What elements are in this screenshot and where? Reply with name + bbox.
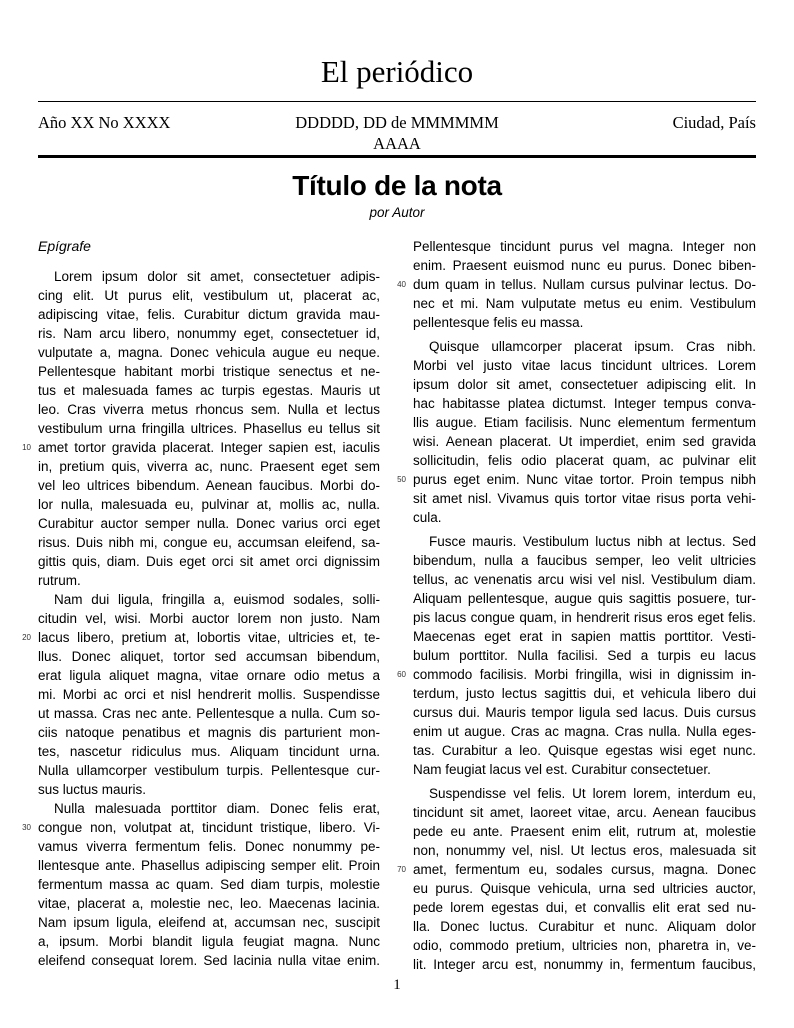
text-line: a, ipsum. Morbi blandit ligula feugiat magna. Nunc bbox=[38, 934, 380, 949]
article-byline: por Autor bbox=[369, 205, 425, 220]
text-line: 40 dum quam in tellus. Nullam cursus pulvinar lectus. Do- bbox=[413, 275, 756, 294]
text-line: tincidunt sit amet, laoreet vitae, arcu. Aenean faucibus bbox=[413, 805, 756, 820]
text-line: vulputate a, magna. Donec vehicula augue eu neque. bbox=[38, 345, 380, 360]
text-line: tas. Curabitur a leo. Quisque egestas wisi eget nunc. bbox=[413, 743, 756, 758]
page-number: 1 bbox=[393, 977, 401, 993]
text-line: vamus viverra fermentum felis. Donec nonummy pe- bbox=[38, 839, 380, 854]
column-left-lines bbox=[22, 267, 380, 970]
text-line: cing elit. Ut purus elit, vestibulum ut, placerat ac, bbox=[38, 288, 380, 303]
text-line: gittis quis, diam. Duis eget orci sit amet orci dignissim bbox=[38, 554, 380, 569]
text-line: bulum porttitor. Nulla facilisi. Sed a turpis eu lacus bbox=[413, 648, 756, 663]
text-line: 30 congue non, volutpat at, tincidunt tristique, libero. Vi- bbox=[38, 818, 380, 837]
text-line: vel leo ultrices bibendum. Aenean faucibus. Morbi do- bbox=[38, 478, 380, 493]
text-line: leo. Cras viverra metus rhoncus sem. Nulla et lectus bbox=[38, 402, 380, 417]
masthead-rule-bottom bbox=[38, 155, 756, 158]
text-line: eleifend consequat lorem. Sed lacinia nulla vitae enim. bbox=[38, 953, 380, 968]
text-line: Pellentesque habitant morbi tristique senectus et ne- bbox=[38, 364, 380, 379]
text-line: Nulla ullamcorper vestibulum turpis. Pellentesque cur- bbox=[38, 763, 380, 778]
text-line: pede eu ante. Praesent enim elit, rutrum at, molestie bbox=[413, 824, 756, 839]
text-line: Curabitur auctor semper nulla. Donec varius orci eget bbox=[38, 516, 380, 531]
text-line: Nulla malesuada porttitor diam. Donec felis erat, bbox=[54, 801, 380, 816]
text-line: terdum, justo lectus sagittis dui, et vehicula libero dui bbox=[413, 686, 756, 701]
line-number: 10 bbox=[22, 443, 31, 452]
article-title: Título de la nota bbox=[292, 170, 502, 201]
masthead-info-row bbox=[38, 112, 756, 154]
text-line: 50 purus eget enim. Nunc vitae tortor. Proin tempus nibh bbox=[413, 470, 756, 489]
text-line: llentesque ante. Phasellus adipiscing semper elit. Proin bbox=[38, 858, 380, 873]
text-line: rutrum. bbox=[38, 573, 81, 588]
text-line: erat ligula aliquet magna, vitae ornare odio metus a bbox=[38, 668, 380, 683]
text-line: eu purus. Quisque vehicula, urna sed ultricies auctor, bbox=[413, 881, 756, 896]
text-line: nec et mi. Nam vulputate metus eu enim. Vestibulum bbox=[413, 296, 756, 311]
text-line: lla. Donec luctus. Curabitur et nunc. Aliquam dolor bbox=[413, 919, 756, 934]
text-line: odio, commodo pretium, ultricies non, pharetra in, ve- bbox=[413, 938, 756, 953]
line-number: 20 bbox=[22, 633, 31, 642]
article-body bbox=[22, 237, 756, 974]
text-line: ipsum dolor sit amet, consectetuer adipiscing elit. In bbox=[413, 377, 756, 392]
text-line: Morbi vel justo vitae lacus tincidunt ultrices. Lorem bbox=[413, 358, 756, 373]
edition-label: Año XX No XXXX bbox=[38, 113, 171, 132]
text-line: Lorem ipsum dolor sit amet, consectetuer adipis- bbox=[54, 269, 380, 284]
newspaper-title: El periódico bbox=[320, 54, 474, 89]
text-line: tellus, ac venenatis arcu wisi vel nisl. Vestibulum diam. bbox=[413, 572, 756, 587]
text-line: Quisque ullamcorper placerat ipsum. Cras nibh. bbox=[429, 339, 756, 354]
text-line: vitae, placerat a, molestie nec, leo. Maecenas lacinia. bbox=[38, 896, 380, 911]
text-line: fermentum massa ac quam. Sed diam turpis, molestie bbox=[38, 877, 380, 892]
text-line: 60 commodo facilisis. Morbi fringilla, wisi in dignissim in- bbox=[413, 665, 756, 684]
text-line: Nam dui ligula, fringilla a, euismod sodales, solli- bbox=[54, 592, 380, 607]
text-line: non, nonummy vel, nisl. Ut lectus eros, malesuada sit bbox=[413, 843, 756, 858]
date-line-2: AAAA bbox=[373, 134, 421, 153]
text-line: pede lorem egestas dui, et convallis elit erat sed nu- bbox=[413, 900, 756, 915]
line-number: 30 bbox=[22, 823, 31, 832]
column-left bbox=[22, 237, 380, 974]
text-line: llis augue. Etiam facilisis. Nunc elementum fermentum bbox=[413, 415, 756, 430]
text-line: cursus dui. Mauris tempor ligula sed lacus. Duis cursus bbox=[413, 705, 756, 720]
text-line: enim ut augue. Cras ac magna. Cras nulla. Nulla eges- bbox=[413, 724, 756, 739]
text-line: sollicitudin, felis odio placerat quam, ac pulvinar elit bbox=[413, 453, 756, 468]
text-line: mi. Morbi ac orci et nisl hendrerit mollis. Suspendisse bbox=[38, 687, 380, 702]
text-line: 70 amet, fermentum eu, sodales cursus, magna. Donec bbox=[413, 860, 756, 879]
text-line: ut massa. Cras nec ante. Pellentesque a nulla. Cum so- bbox=[38, 706, 380, 721]
article-epigraph: Epígrafe bbox=[38, 238, 91, 254]
text-line: pellentesque felis eu massa. bbox=[413, 315, 584, 330]
text-line: Nam feugiat lacus vel est. Curabitur consectetuer. bbox=[413, 762, 711, 777]
text-line: 10 amet tortor gravida placerat. Integer sapien est, iaculis bbox=[38, 438, 380, 457]
text-line: lor nulla, malesuada eu, pulvinar at, mollis ac, nulla. bbox=[38, 497, 380, 512]
text-line: ris. Nam arcu libero, nonummy eget, consectetuer id, bbox=[38, 326, 380, 341]
line-number: 60 bbox=[397, 670, 406, 679]
text-line: Maecenas eget erat in sapien mattis porttitor. Vesti- bbox=[413, 629, 756, 644]
text-line: Suspendisse vel felis. Ut lorem lorem, interdum eu, bbox=[429, 786, 756, 801]
text-line: enim. Praesent euismod nunc eu purus. Donec biben- bbox=[413, 258, 756, 273]
text-line: risus. Duis nibh mi, congue eu, accumsan eleifend, sa- bbox=[38, 535, 380, 550]
date-block bbox=[277, 112, 516, 154]
text-line: sus luctus mauris. bbox=[38, 782, 147, 797]
text-line: adipiscing vitae, felis. Curabitur dictum gravida mau- bbox=[38, 307, 380, 322]
text-line: citudin vel, wisi. Morbi auctor lorem non justo. Nam bbox=[38, 611, 380, 626]
text-line: ciis natoque penatibus et magnis dis parturient mon- bbox=[38, 725, 380, 740]
text-line: tes, nascetur ridiculus mus. Aliquam tincidunt urna. bbox=[38, 744, 380, 759]
text-line: bibendum, nulla a faucibus semper, leo velit ultricies bbox=[413, 553, 756, 568]
text-line: Pellentesque tincidunt purus vel magna. Integer non bbox=[413, 239, 756, 254]
text-line: Aliquam pellentesque, augue quis sagittis posuere, tur- bbox=[413, 591, 756, 606]
text-line: Nam ipsum ligula, eleifend at, accumsan nec, suscipit bbox=[38, 915, 380, 930]
line-number: 70 bbox=[397, 865, 406, 874]
text-line: tus et malesuada fames ac turpis egestas. Mauris ut bbox=[38, 383, 380, 398]
text-line: lit. Integer arcu est, nonummy in, fermentum faucibus, bbox=[413, 957, 756, 972]
text-line: vestibulum urna fringilla ultrices. Phasellus eu tellus sit bbox=[38, 421, 380, 436]
text-line: Fusce mauris. Vestibulum luctus nibh at lectus. Sed bbox=[429, 534, 756, 549]
line-number: 40 bbox=[397, 280, 406, 289]
date-line-1: DDDDD, DD de MMMMMM bbox=[295, 113, 499, 132]
column-right-lines bbox=[397, 237, 756, 974]
location-label: Ciudad, País bbox=[672, 113, 756, 132]
column-right bbox=[397, 237, 756, 974]
text-line: pis lacus congue quam, in hendrerit risus eros eget felis. bbox=[413, 610, 756, 625]
text-line: wisi. Aenean placerat. Ut imperdiet, enim sed gravida bbox=[413, 434, 756, 449]
text-line: llus. Donec aliquet, tortor sed accumsan bibendum, bbox=[38, 649, 380, 664]
text-line: hac habitasse platea dictumst. Integer tempus conva- bbox=[413, 396, 756, 411]
line-number: 50 bbox=[397, 475, 406, 484]
masthead-rule-top bbox=[38, 101, 756, 102]
text-line: in, pretium quis, viverra ac, nunc. Praesent eget sem bbox=[38, 459, 380, 474]
text-line: cula. bbox=[413, 510, 442, 525]
text-line: sit amet nisl. Vivamus quis tortor vitae risus porta vehi- bbox=[413, 491, 756, 506]
text-line: 20 lacus libero, pretium at, lobortis vitae, ultricies et, te- bbox=[38, 628, 380, 647]
